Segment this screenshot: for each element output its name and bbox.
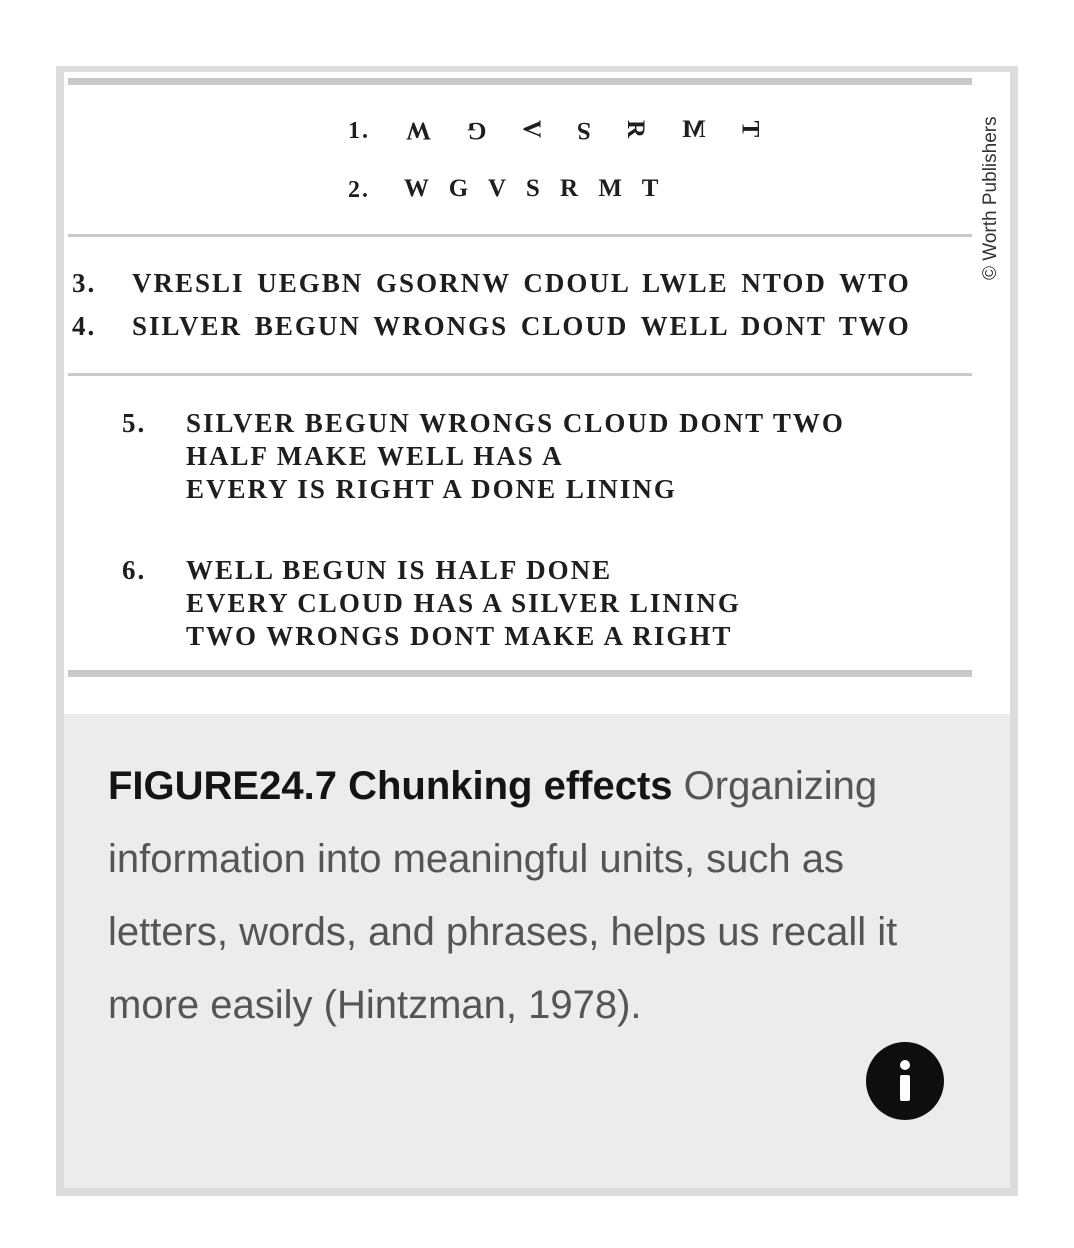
item-5-line-2: HALF MAKE WELL HAS A: [186, 441, 564, 471]
caption-text: Organizing information into meaningful units, such as letters, words, and phrases, helps us recall it more easily (Hintzman, 1978).: [108, 764, 898, 1027]
item-5-lines: [186, 407, 845, 506]
item-5-line-1: SILVER BEGUN WRONGS CLOUD DONT TWO: [186, 408, 845, 438]
info-button[interactable]: [866, 1042, 944, 1120]
item-1-number: 1.: [348, 118, 370, 144]
glyph-4: S: [575, 117, 592, 144]
item-3-text: VRESLI UEGBN GSORNW CDOUL LWLE NTOD WTO: [132, 268, 911, 298]
divider-1: [68, 234, 972, 237]
item-2-text: W G V S R M T: [404, 175, 661, 202]
figure-caption: [108, 750, 968, 1042]
item-2-number: 2.: [348, 177, 370, 203]
item-4-number: 4.: [72, 311, 97, 341]
glyph-3: V: [517, 119, 545, 141]
item-5-line-3: EVERY IS RIGHT A DONE LINING: [186, 474, 677, 504]
item-6-line-3: TWO WRONGS DONT MAKE A RIGHT: [186, 621, 733, 651]
caption-label: FIGURE24.7 Chunking effects: [108, 764, 673, 808]
glyph-7: T: [735, 120, 763, 140]
info-icon-stem: [900, 1075, 910, 1101]
glyph-1: W: [404, 117, 431, 144]
item-6-line-1: WELL BEGUN IS HALF DONE: [186, 555, 613, 585]
item-6-number: 6.: [122, 555, 147, 585]
item-1-glyphs: [404, 116, 774, 144]
item-5-number: 5.: [122, 408, 147, 438]
info-icon: [900, 1060, 910, 1070]
glyph-6: M: [679, 116, 706, 143]
item-4-text: SILVER BEGUN WRONGS CLOUD WELL DONT TWO: [132, 311, 911, 341]
bottom-rule: [68, 670, 972, 677]
top-rule: [68, 78, 972, 85]
item-6-line-2: EVERY CLOUD HAS A SILVER LINING: [186, 588, 741, 618]
item-6-lines: [186, 554, 741, 653]
glyph-2: G: [465, 117, 487, 144]
credit-line: © Worth Publishers: [980, 116, 1001, 280]
divider-2: [68, 373, 972, 376]
item-3-number: 3.: [72, 268, 97, 298]
glyph-5: R: [622, 119, 650, 141]
